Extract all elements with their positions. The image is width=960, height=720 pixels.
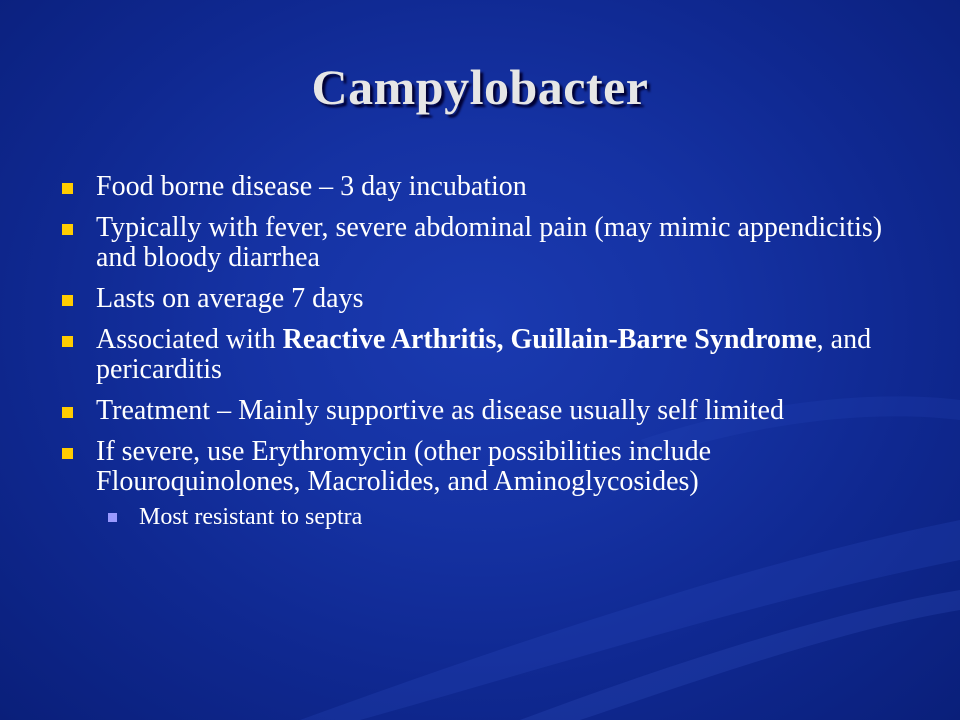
square-bullet-icon (62, 224, 73, 235)
bullet-text-bold: Reactive Arthritis, Guillain-Barre Syndrome (282, 324, 817, 355)
bullet-item (60, 437, 910, 497)
bullet-list (60, 172, 910, 531)
square-bullet-icon (62, 295, 73, 306)
bullet-text: If severe, use Erythromycin (other possibilities include Flouroquinolones, Macrolides, and Aminoglycosides) (96, 436, 712, 497)
square-bullet-icon (62, 183, 73, 194)
bullet-item (60, 284, 910, 314)
bullet-text: Treatment – Mainly supportive as disease usually self limited (96, 395, 784, 426)
bullet-text-post: , and pericarditis (96, 324, 872, 385)
square-sub-bullet-icon (108, 513, 117, 522)
bullet-text: Typically with fever, severe abdominal pain (may mimic appendicitis) and bloody diarrhea (96, 212, 883, 273)
square-bullet-icon (62, 448, 73, 459)
sub-bullet-text: Most resistant to septra (139, 504, 363, 530)
square-bullet-icon (62, 407, 73, 418)
bullet-text-pre: Associated with (96, 324, 283, 355)
bullet-item (60, 325, 910, 385)
bullet-item (60, 396, 910, 426)
bullet-item (60, 172, 910, 202)
slide-title: Campylobacter (311, 59, 649, 115)
bullet-text: Food borne disease – 3 day incubation (96, 171, 527, 202)
bullet-item (60, 213, 910, 273)
square-bullet-icon (62, 336, 73, 347)
sub-bullet-item (60, 503, 910, 531)
bullet-text: Lasts on average 7 days (96, 283, 364, 314)
